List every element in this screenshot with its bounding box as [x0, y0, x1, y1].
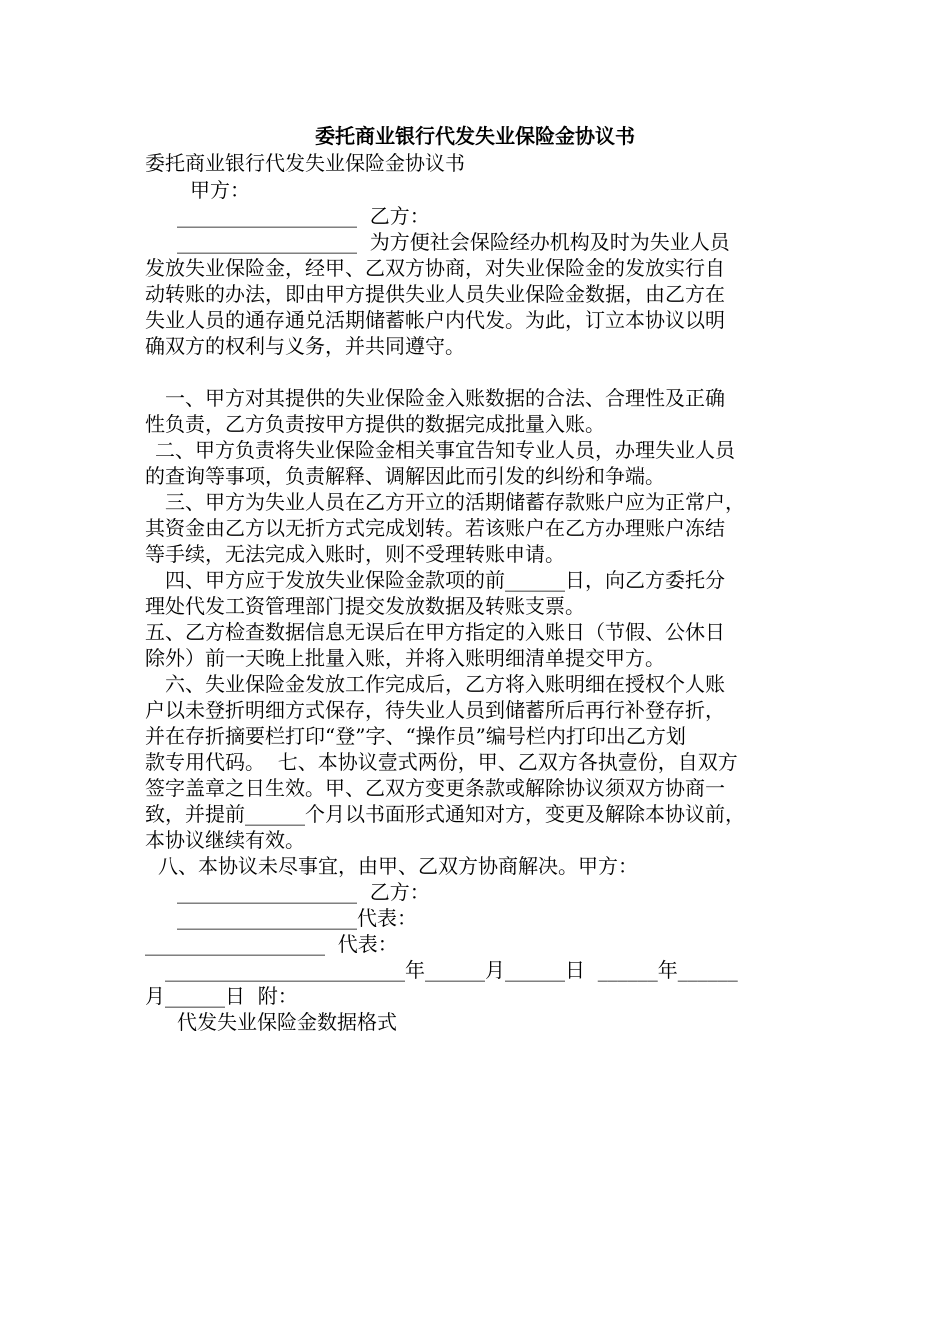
clause-3-line-2: 其资金由乙方以无折方式完成划转。若该账户在乙方办理账户冻结 [145, 516, 725, 540]
clause-3-line-3: 等手续，无法完成入账时，则不受理转账申请。 [145, 542, 565, 566]
clause-1-line-1: 一、甲方对其提供的失业保险金入账数据的合法、合理性及正确 [165, 386, 725, 410]
date-line-2: 月______日 附： [145, 984, 298, 1008]
clause-1-line-2: 性负责，乙方负责按甲方提供的数据完成批量入账。 [145, 412, 605, 436]
clause-7-line-4: 本协议继续有效。 [145, 828, 305, 852]
signature-line-2: __________________代表： [177, 906, 417, 930]
attachment-line: 代发失业保险金数据格式 [177, 1010, 397, 1034]
clause-2-line-2: 的查询等事项，负责解释、调解因此而引发的纠纷和争端。 [145, 464, 665, 488]
clause-7-line-3: 致，并提前______个月以书面形式通知对方，变更及解除本协议前， [145, 802, 745, 826]
clause-3-line-1: 三、甲方为失业人员在乙方开立的活期储蓄存款账户应为正常户， [165, 490, 745, 514]
clause-7-line-1: 款专用代码。 七、本协议壹式两份，甲、乙双方各执壹份，自双方 [145, 750, 738, 774]
clause-5-line-1: 五、乙方检查数据信息无误后在甲方指定的入账日（节假、公休日 [145, 620, 725, 644]
signature-line-1: __________________ 乙方： [177, 880, 430, 904]
intro-line-4: 失业人员的通存通兑活期储蓄帐户内代发。为此，订立本协议以明 [145, 308, 725, 332]
intro-line-3: 动转账的办法，即由甲方提供失业人员失业保险金数据，由乙方在 [145, 282, 725, 306]
clause-5-line-2: 除外）前一天晚上批量入账，并将入账明细清单提交甲方。 [145, 646, 665, 670]
clause-6-line-3: 并在存折摘要栏打印“登”字、“操作员”编号栏内打印出乙方划 [145, 724, 686, 748]
intro-line-1: __________________ 为方便社会保险经办机构及时为失业人员 [177, 230, 730, 254]
clause-6-line-2: 户以未登折明细方式保存，待失业人员到储蓄所后再行补登存折， [145, 698, 725, 722]
clause-6-line-1: 六、失业保险金发放工作完成后，乙方将入账明细在授权个人账 [165, 672, 725, 696]
party-a-blank-line: __________________ 乙方： [177, 204, 430, 228]
clause-4-line-1: 四、甲方应于发放失业保险金款项的前______日，向乙方委托分 [165, 568, 725, 592]
subtitle-line: 委托商业银行代发失业保险金协议书 [145, 151, 465, 175]
document-title: 委托商业银行代发失业保险金协议书 [315, 124, 635, 148]
intro-line-2: 发放失业保险金，经甲、乙双方协商，对失业保险金的发放实行自 [145, 256, 725, 280]
signature-line-3: __________________ 代表： [145, 932, 398, 956]
intro-line-5: 确双方的权利与义务，并共同遵守。 [145, 334, 465, 358]
clause-7-line-2: 签字盖章之日生效。甲、乙双方变更条款或解除协议须双方协商一 [145, 776, 725, 800]
clause-8-line-1: 八、本协议未尽事宜，由甲、乙双方协商解决。甲方： [158, 854, 638, 878]
clause-2-line-1: 二、甲方负责将失业保险金相关事宜告知专业人员，办理失业人员 [155, 438, 735, 462]
date-line-1: ________________________年______月______日 ______年______ [165, 958, 738, 982]
party-a-label: 甲方： [190, 178, 250, 202]
clause-4-line-2: 理处代发工资管理部门提交发放数据及转账支票。 [145, 594, 585, 618]
